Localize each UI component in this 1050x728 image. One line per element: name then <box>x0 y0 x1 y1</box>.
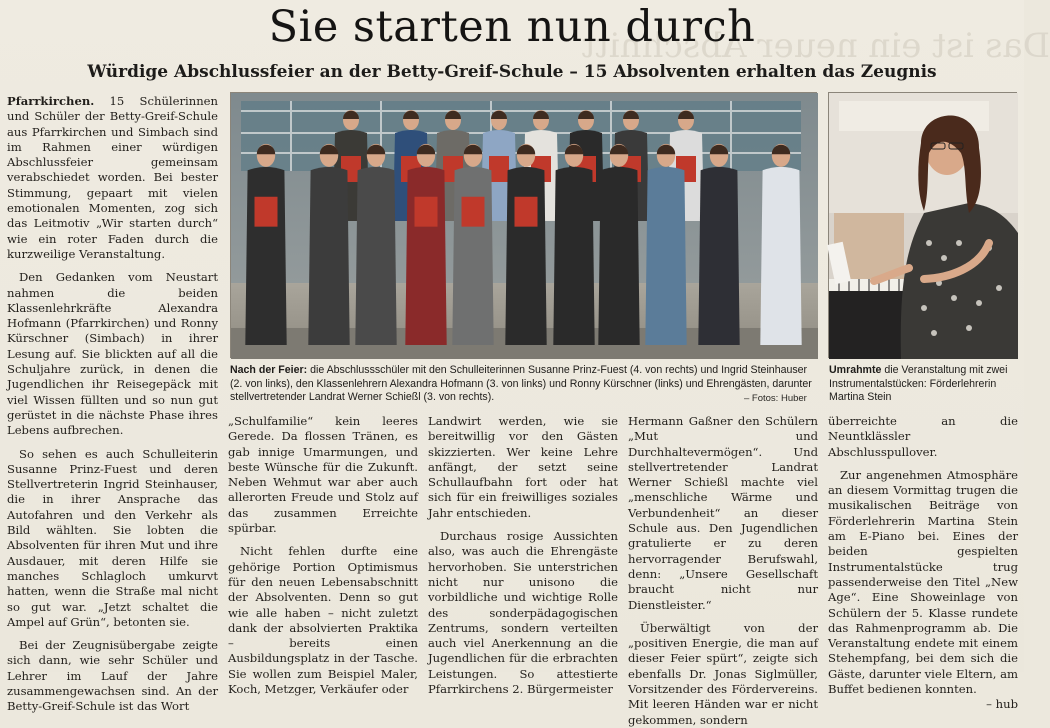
text-column-4 <box>628 414 818 728</box>
certificate-folder <box>415 197 438 227</box>
text-column-2 <box>228 414 418 697</box>
paragraph: So sehen es auch Schulleiterin Susanne Prinz-Fuest und deren Stellvertreterin Ingrid Steinhauser, die in ihrer Ansprache das Autofahren und den Verkehr als Bild wählten. Sie lobten die Absolventen für ihren Mut und ihre Ausdauer, mit deren Hilfe sie manches Schlagloch umkurvt hatten, wenn die Straße mal nicht so gut war. „Jetzt schaltet die Ampel auf Grün“, betonten sie. <box>7 446 218 629</box>
paragraph: Hermann Gaßner den Schülern „Mut und Durchhaltevermögen“. Und stellvertretender Landrat Werner Schießl machte viel „menschliche Wärme und Verbundenheit“ an dieser Schule aus. Den Jugendlichen gratulierte er zu deren hervorragender Berufswahl, denn: „Unsere Gesellschaft braucht nicht nur Dienstleister.“ <box>628 414 818 612</box>
group-photo <box>230 92 817 358</box>
person <box>645 144 686 345</box>
paragraph-text: 15 Schülerinnen und Schüler der Betty-Greif-Schule aus Pfarrkirchen und Simbach sind im Rahmen einer würdigen Abschlussfeier gemeinsam verabschiedet worden. Bei bester Stimmung, gepaart mit vielen emotionalen Momenten, zog sich das Leitmotiv „Wir starten durch“ wie ein roter Faden durch die kurzweilige Veranstaltung. <box>7 94 218 261</box>
person <box>452 144 493 345</box>
caption-text: die Veranstaltung mit zwei Instrumentalstücken: Förderlehrerin Martina Stein <box>829 364 1008 404</box>
pianist-photo <box>828 92 1017 358</box>
person <box>355 144 396 345</box>
person <box>553 144 594 345</box>
paragraph: Zur angenehmen Atmosphäre an diesem Vormittag trugen die musikalischen Beiträge von Förderlehrerin Martina Stein am E-Piano bei. Eines der beiden gespielten Instrumentalstücke trug passenderweise den Titel „New Age“. Eine Showeinlage von Schülern der 5. Klasse rundete das Rahmenprogramm ab. Die Veranstaltung endete mit einem Stehempfang, bei dem sich die Gäste, darunter viele Eltern, am Buffet bedienen konnten. <box>828 467 1018 697</box>
certificate-folder <box>255 197 278 227</box>
text-column-3 <box>428 414 618 697</box>
paragraph: überreichte an die Neuntklässler Abschlusspullover. <box>828 414 1018 459</box>
person <box>598 144 639 345</box>
group-photo-caption <box>230 364 818 405</box>
person <box>245 144 286 345</box>
author-signature: – hub <box>986 697 1018 712</box>
certificate-folder <box>462 197 485 227</box>
bleed-through-text: Das ist ein neuer Abschnitt <box>581 26 1050 66</box>
caption-lead: Nach der Feier: <box>230 364 308 376</box>
people-group <box>245 110 801 345</box>
pianist-photo-caption <box>829 364 1019 405</box>
person <box>505 144 546 345</box>
paragraph: Durchaus rosige Aussichten also, was auch die Ehrengäste hervorhoben. Sie unterstrichen nicht nur unisono die vorbildliche und wichtige Rolle des sonderpädagogischen Zentrums, sondern verteilten auch viel Anerkennung an die Jugendlichen für die erbrachten Leistungen. So attestierte Pfarrkirchens 2. Bürgermeister <box>428 529 618 697</box>
paragraph <box>7 94 218 262</box>
person <box>760 144 801 345</box>
text-column-1 <box>7 94 218 715</box>
article-subheadline: Würdige Abschlussfeier an der Betty-Greif-Schule – 15 Absolventen erhalten das Zeugnis <box>87 62 937 82</box>
paragraph: Den Gedanken vom Neustart nahmen die beiden Klassenlehrkräfte Alexandra Hofmann (Pfarrkirchen) und Ronny Kürschner (Simbach) in ihrer Lesung auf. Sie blickten auf all die Schuljahre zurück, in denen die Jugendlichen ihr Reisegepäck mit viel Wissen füllten und so nun gut gerüstet in die nächste Phase ihres Lebens aufbrechen. <box>7 270 218 438</box>
article-headline: Sie starten nun durch <box>268 2 756 52</box>
paragraph: Landwirt werden, wie sie bereitwillig vor den Gästen skizzierten. Wer keine Lehre anfängt, der setzt seine Schullaufbahn fort oder hat sich für ein freiwilliges soziales Jahr entschieden. <box>428 414 618 520</box>
person <box>308 144 349 345</box>
caption-text: die Abschlussschüler mit den Schulleiterinnen Susanne Prinz-Fuest (4. von rechts) und Ingrid Steinhauser (2. von links), den Klassenlehrern Alexandra Hofmann (3. von links) und Ronny Kürschner (links) und Ehrengästen, darunter stellvertretender Landrat Werner Schießl (3. von rechts). <box>230 364 812 404</box>
paragraph: Überwältigt von der „positiven Energie, die man auf dieser Feier spürt“, zeigte sich ebenfalls Dr. Jonas Siglmüller, Vorsitzender des Fördervereins. Mit leeren Händen war er nicht gekommen, sondern <box>628 620 818 727</box>
group-photo-graphic <box>231 93 818 359</box>
paragraph: Nicht fehlen durfte eine gehörige Portion Optimismus für den neuen Lebensabschnitt der Absolventen. Denn so gut wie alle haben – nicht zuletzt dank der absolvierten Praktika – bereits einen Ausbildungsplatz in der Tasche. Sie wollen zum Beispiel Maler, Koch, Metzger, Verkäufer oder <box>228 544 418 697</box>
photo-credit: – Fotos: Huber <box>744 393 807 404</box>
certificate-folder <box>515 197 538 227</box>
paragraph: „Schulfamilie“ kein leeres Gerede. Da flossen Tränen, es gab innige Umarmungen, und beste Wünsche für die Zukunft. Neben Wehmut war aber auch allerorten Freude und Stolz auf das zusammen Erreichte spürbar. <box>228 414 418 536</box>
caption-lead: Umrahmte <box>829 364 882 376</box>
dateline: Pfarrkirchen. <box>7 94 95 108</box>
pianist-photo-graphic <box>829 93 1018 359</box>
paragraph: Bei der Zeugnisübergabe zeigte sich dann, wie sehr Schüler und Lehrer im Lauf der Jahre zusammengewachsen sind. An der Betty-Greif-Schule ist das Wort <box>7 638 218 714</box>
person <box>405 144 446 345</box>
person <box>698 144 739 345</box>
certificate-folder <box>489 156 509 182</box>
text-column-5 <box>828 414 1018 713</box>
